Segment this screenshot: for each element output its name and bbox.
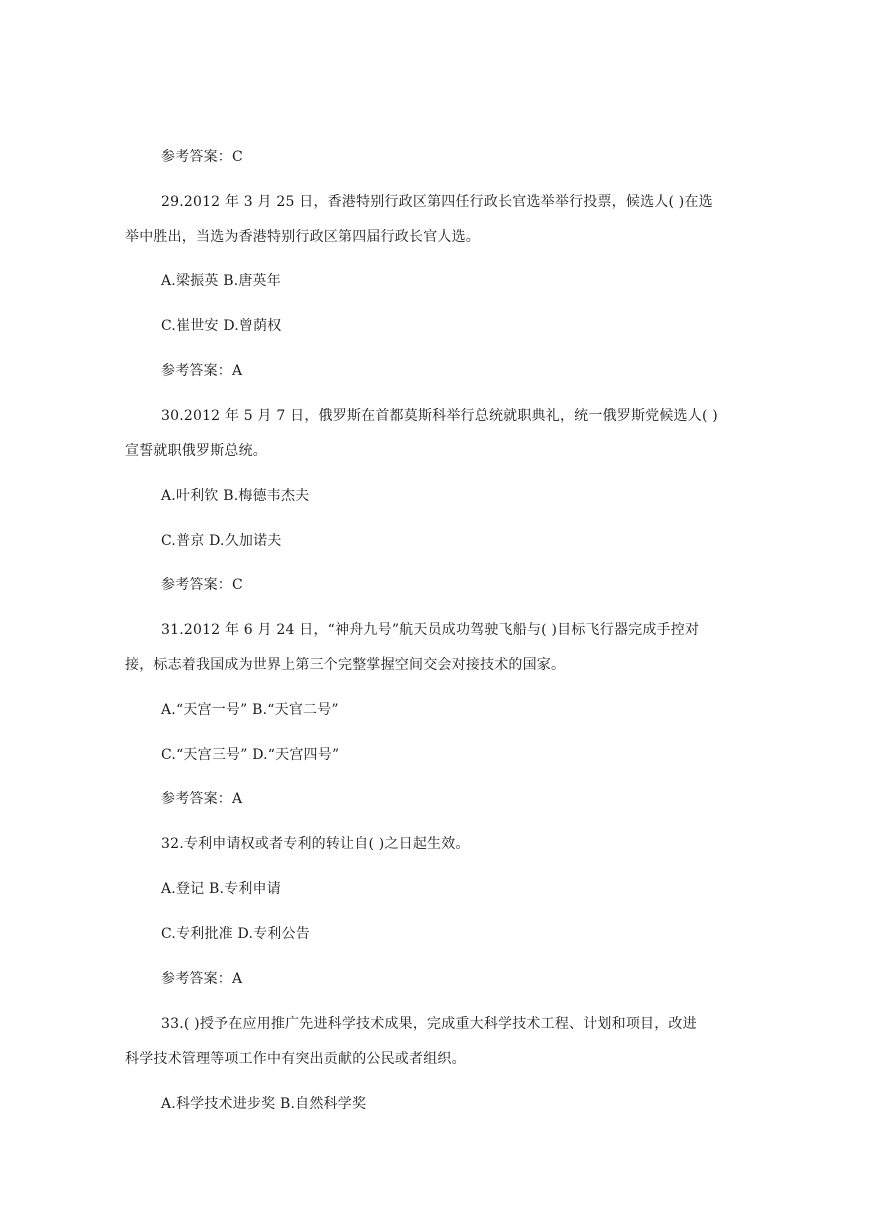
question-29-line-1: 29.2012 年 3 月 25 日，香港特别行政区第四任行政长官选举举行投票，候选人( )在选 (161, 194, 713, 210)
question-30-options-cd: C.普京 D.久加诺夫 (161, 533, 282, 549)
question-29-options-cd: C.崔世安 D.曾荫权 (161, 318, 282, 334)
question-31-line-1: 31.2012 年 6 月 24 日，“神舟九号”航天员成功驾驶飞船与( )目标飞行器完成手控对 (161, 622, 700, 638)
answer-31: 参考答案：A (161, 791, 243, 807)
question-33-options-ab: A.科学技术进步奖 B.自然科学奖 (161, 1096, 367, 1112)
question-31-options-cd: C.“天宫三号” D.“天宫四号” (161, 747, 340, 763)
question-30-line-2: 宣誓就职俄罗斯总统。 (125, 443, 267, 459)
answer-30: 参考答案：C (161, 577, 243, 593)
question-29-line-2: 举中胜出，当选为香港特别行政区第四届行政长官人选。 (125, 229, 480, 245)
answer-28: 参考答案：C (161, 149, 243, 165)
question-30-options-ab: A.叶利钦 B.梅德韦杰夫 (161, 488, 310, 504)
question-31-line-2: 接，标志着我国成为世界上第三个完整掌握空间交会对接技术的国家。 (125, 657, 566, 673)
question-29-options-ab: A.梁振英 B.唐英年 (161, 273, 281, 289)
answer-32: 参考答案：A (161, 971, 243, 987)
question-32-options-cd: C.专利批准 D.专利公告 (161, 926, 310, 942)
answer-29: 参考答案：A (161, 363, 243, 379)
question-33-line-2: 科学技术管理等项工作中有突出贡献的公民或者组织。 (125, 1051, 466, 1067)
question-32-line-1: 32.专利申请权或者专利的转让自( )之日起生效。 (161, 836, 470, 852)
question-31-options-ab: A.“天宫一号” B.“天官二号” (161, 702, 339, 718)
question-33-line-1: 33.( )授予在应用推广先进科学技术成果，完成重大科学技术工程、计划和项目，改进 (161, 1016, 697, 1032)
question-32-options-ab: A.登记 B.专利申请 (161, 881, 281, 897)
question-30-line-1: 30.2012 年 5 月 7 日，俄罗斯在首都莫斯科举行总统就职典礼，统一俄罗斯党候选人( ) (161, 408, 718, 424)
